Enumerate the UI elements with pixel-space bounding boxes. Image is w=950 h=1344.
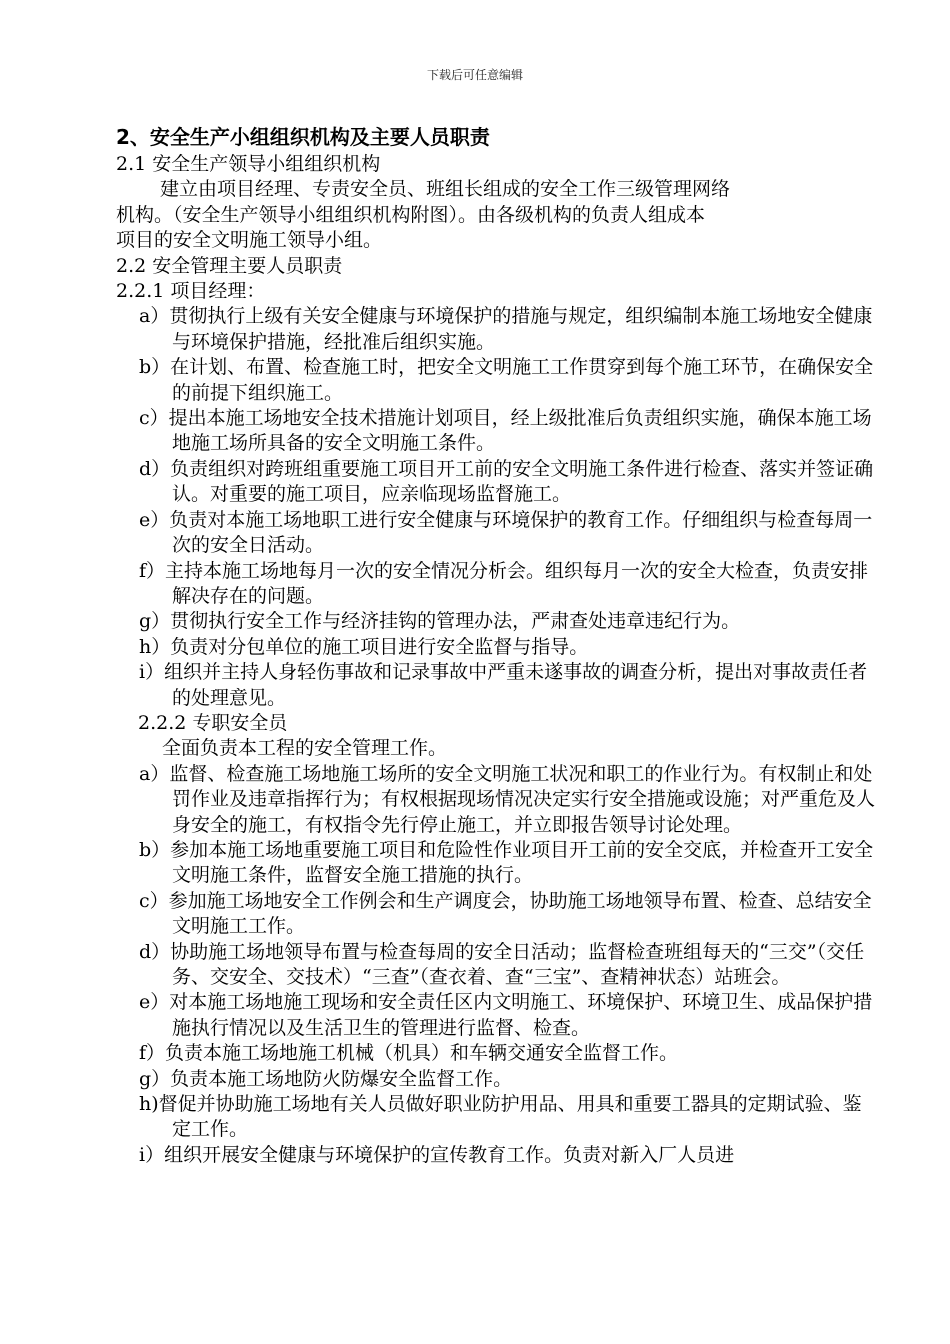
list-item: c）参加施工场地安全工作例会和生产调度会，协助施工场地领导布置、检查、总结安全文明施工工作。 <box>139 889 872 938</box>
document-body <box>116 122 876 1168</box>
list-item: a）贯彻执行上级有关安全健康与环境保护的措施与规定，组织编制本施工场地安全健康与环境保护措施，经批准后组织实施。 <box>139 305 873 353</box>
list-item: g）负责本施工场地防火防爆安全监督工作。 <box>139 1067 513 1090</box>
list-item: e）负责对本施工场地职工进行安全健康与环境保护的教育工作。仔细组织与检查每周一次的安全日活动。 <box>139 508 873 557</box>
section-2-1-heading: 2.1 安全生产领导小组组织机构 <box>116 153 381 175</box>
list-item: g）贯彻执行安全工作与经济挂钩的管理办法，严肃查处违章违纪行为。 <box>139 610 741 633</box>
list-item: f）主持本施工场地每月一次的安全情况分析会。组织每月一次的安全大检查，负责安排解决存在的问题。 <box>139 559 869 607</box>
section-title: 2、安全生产小组组织机构及主要人员职责 <box>116 125 490 149</box>
list-item: i）组织并主持人身轻伤事故和记录事故中严重未遂事故的调查分析，提出对事故责任者的处理意见。 <box>139 661 868 709</box>
list-item: c）提出本施工场地安全技术措施计划项目，经上级批准后负责组织实施，确保本施工场地施工场所具备的安全文明施工条件。 <box>139 407 872 455</box>
list-item: e）对本施工场地施工现场和安全责任区内文明施工、环境保护、环境卫生、成品保护措施执行情况以及生活卫生的管理进行监督、检查。 <box>139 991 873 1039</box>
section-2-1-paragraph-line-1: 建立由项目经理、专责安全员、班组长组成的安全工作三级管理网络 <box>160 178 731 201</box>
section-2-2-2-heading: 2.2.2 专职安全员 <box>138 711 288 734</box>
list-item: h)督促并协助施工场地有关人员做好职业防护用品、用具和重要工器具的定期试验、鉴定工作。 <box>139 1093 862 1141</box>
section-2-1-paragraph-line-2: 机构。（安全生产领导小组组织机构附图）。由各级机构的负责人组成本 <box>116 203 706 226</box>
section-2-2-2-intro: 全面负责本工程的安全管理工作。 <box>162 737 448 760</box>
section-2-2-1-heading: 2.2.1 项目经理： <box>116 280 266 303</box>
list-item: b）参加本施工场地重要施工项目和危险性作业项目开工前的安全交底，并检查开工安全文明施工条件，监督安全施工措施的执行。 <box>139 838 874 887</box>
list-item: f）负责本施工场地施工机械（机具）和车辆交通安全监督工作。 <box>139 1042 679 1065</box>
list-item: h）负责对分包单位的施工项目进行安全监督与指导。 <box>139 635 589 658</box>
section-2-2-heading: 2.2 安全管理主要人员职责 <box>116 254 343 277</box>
list-item: d）负责组织对跨班组重要施工项目开工前的安全文明施工条件进行检查、落实并签证确认。对重要的施工项目，应亲临现场监督施工。 <box>139 457 874 506</box>
list-item: d）协助施工场地领导布置与检查每周的安全日活动；监督检查班组每天的“三交”（交任务、交安全、交技术）“三查”（查衣着、查“三宝”、查精神状态）站班会。 <box>139 940 865 988</box>
list-item: b）在计划、布置、检查施工时，把安全文明施工工作贯穿到每个施工环节，在确保安全的前提下组织施工。 <box>139 356 874 404</box>
list-item: i）组织开展安全健康与环境保护的宣传教育工作。负责对新入厂人员进 <box>139 1143 735 1166</box>
page-header-note: 下载后可任意编辑 <box>426 68 523 82</box>
list-item: a）监督、检查施工场地施工场所的安全文明施工状况和职工的作业行为。有权制止和处罚作业及违章指挥行为；有权根据现场情况决定实行安全措施或设施；对严重危及人身安全的施工，有权指令先行停止施工，并立即报告领导讨论处理。 <box>139 762 876 836</box>
section-2-1-paragraph-line-3: 项目的安全文明施工领导小组。 <box>116 229 383 252</box>
